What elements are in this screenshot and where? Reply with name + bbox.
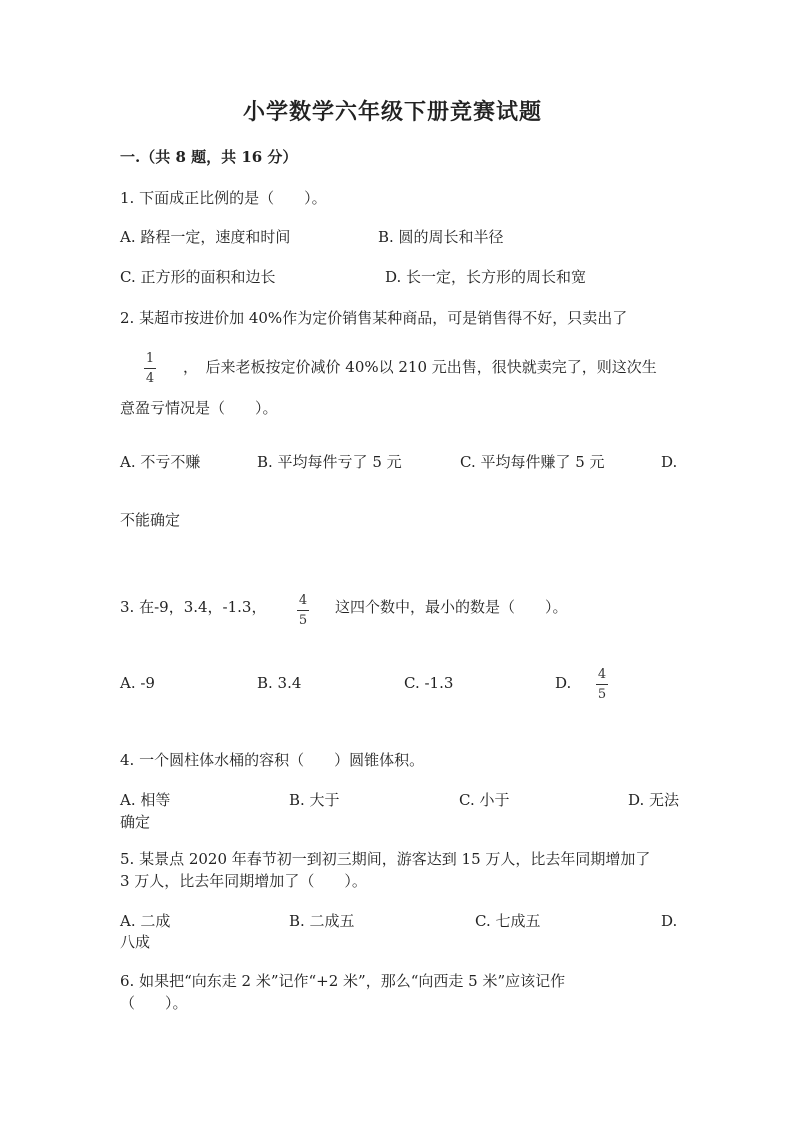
question-5-option-c[interactable]: C. 七成五 [475, 912, 541, 930]
fraction-denominator: 5 [298, 613, 308, 628]
question-4-option-c[interactable]: C. 小于 [459, 791, 510, 809]
question-3-option-d-fraction [596, 668, 608, 701]
section-header: 一.（共 8 题，共 16 分） [120, 148, 298, 166]
question-5-stem-line1: 5. 某景点 2020 年春节初一到初三期间，游客达到 15 万人，比去年同期增加了 [120, 850, 651, 868]
question-2-stem-line1: 2. 某超市按进价加 40%作为定价销售某种商品，可是销售得不好，只卖出了 [120, 309, 628, 327]
fraction-bar [596, 684, 608, 685]
question-5-option-a[interactable]: A. 二成 [120, 912, 171, 930]
question-1-option-c[interactable]: C. 正方形的面积和边长 [120, 268, 276, 286]
question-5-stem-line2: 3 万人，比去年同期增加了（ ）。 [120, 872, 367, 890]
question-2-option-d[interactable]: D. [661, 453, 678, 471]
question-3-option-a[interactable]: A. -9 [120, 674, 155, 692]
question-3-option-b[interactable]: B. 3.4 [257, 674, 302, 692]
question-4-option-b[interactable]: B. 大于 [289, 791, 340, 809]
question-4-option-a[interactable]: A. 相等 [120, 791, 171, 809]
question-5-option-d-text: 八成 [120, 933, 151, 951]
question-4-option-d-text: 确定 [120, 813, 151, 831]
question-2-option-d-text: 不能确定 [120, 511, 181, 529]
question-6-stem-line1: 6. 如果把“向东走 2 米”记作“+2 米”，那么“向西走 5 米”应该记作 [120, 972, 566, 990]
fraction-bar [144, 368, 156, 369]
fraction-numerator: 4 [298, 593, 308, 608]
fraction-numerator: 4 [597, 667, 607, 682]
question-4-stem: 4. 一个圆柱体水桶的容积（ ）圆锥体积。 [120, 751, 425, 769]
fraction-bar [297, 610, 309, 611]
question-5-option-d[interactable]: D. [661, 912, 678, 930]
question-3-fraction [297, 594, 309, 627]
page-title: 小学数学六年级下册竞赛试题 [243, 99, 543, 125]
question-3-stem-post: 这四个数中，最小的数是（ ）。 [335, 598, 568, 616]
fraction-numerator: 1 [145, 351, 155, 366]
question-1-option-b[interactable]: B. 圆的周长和半径 [378, 228, 504, 246]
question-4-option-d[interactable]: D. 无法 [628, 791, 680, 809]
question-1-option-d[interactable]: D. 长一定，长方形的周长和宽 [385, 268, 587, 286]
fraction-denominator: 4 [145, 371, 155, 386]
fraction-denominator: 5 [597, 687, 607, 702]
question-5-option-b[interactable]: B. 二成五 [289, 912, 355, 930]
question-2-stem-line3: 意盈亏情况是（ ）。 [120, 399, 278, 417]
question-2-option-a[interactable]: A. 不亏不赚 [120, 453, 201, 471]
question-3-stem-pre: 3. 在-9，3.4，-1.3， [120, 598, 267, 616]
question-2-fraction [144, 352, 156, 385]
question-1-option-a[interactable]: A. 路程一定，速度和时间 [120, 228, 291, 246]
question-6-stem-line2: （ ）。 [120, 994, 188, 1012]
question-2-stem-line2: ， 后来老板按定价减价 40%以 210 元出售，很快就卖完了，则这次生 [183, 358, 657, 376]
question-3-option-d[interactable]: D. [555, 674, 572, 692]
question-2-option-c[interactable]: C. 平均每件赚了 5 元 [460, 453, 605, 471]
question-1-stem: 1. 下面成正比例的是（ ）。 [120, 189, 327, 207]
question-2-option-b[interactable]: B. 平均每件亏了 5 元 [257, 453, 402, 471]
question-3-option-c[interactable]: C. -1.3 [404, 674, 454, 692]
